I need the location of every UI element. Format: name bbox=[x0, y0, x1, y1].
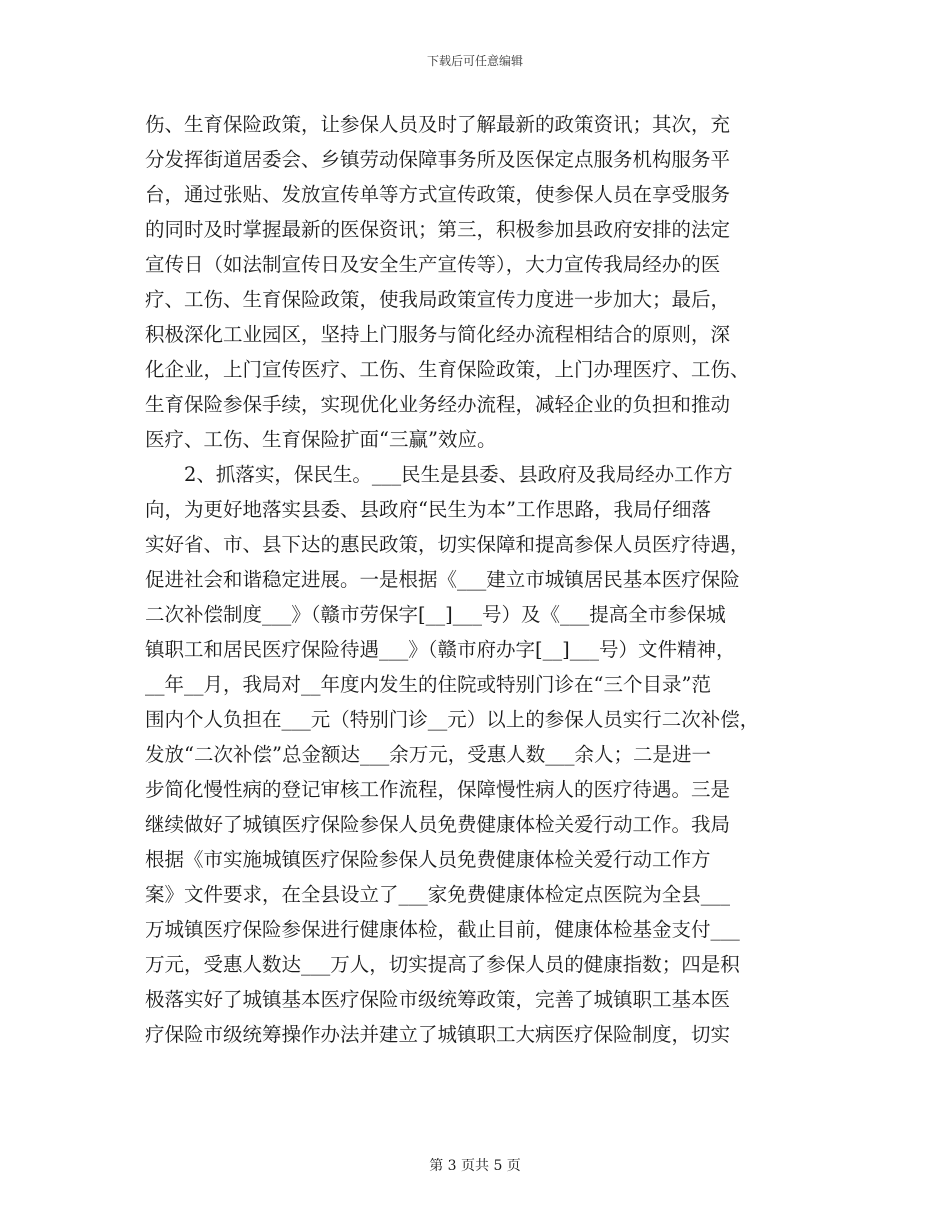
text-line: 围内个人负担在___元（特别门诊__元）以上的参保人员实行二次补偿， bbox=[145, 708, 760, 731]
text-line: 案》文件要求，在全县设立了___家免费健康体检定点医院为全县___ bbox=[145, 883, 731, 906]
text-line: 万城镇医疗保险参保进行健康体检，截止目前，健康体检基金支付___ bbox=[145, 918, 740, 941]
text-line: 生育保险参保手续，实现优化业务经办流程，减轻企业的负担和推动 bbox=[145, 393, 731, 416]
text-line: 积极深化工业园区，坚持上门服务与简化经办流程相结合的原则，深 bbox=[145, 323, 731, 346]
text-line: 继续做好了城镇医疗保险参保人员免费健康体检关爱行动工作。我局 bbox=[145, 813, 731, 836]
text-line: 镇职工和居民医疗保险待遇___》（赣市府办字[__]___号）文件精神， bbox=[145, 638, 736, 661]
text-line: 实好省、市、县下达的惠民政策，切实保障和提高参保人员医疗待遇， bbox=[145, 533, 750, 556]
text-line: 的同时及时掌握最新的医保资讯；第三，积极参加县政府安排的法定 bbox=[145, 218, 731, 241]
text-line: 宣传日（如法制宣传日及安全生产宣传等），大力宣传我局经办的医 bbox=[145, 253, 721, 276]
text-line: 促进社会和谐稳定进展。一是根据《___建立市城镇居民基本医疗保险 bbox=[145, 568, 740, 591]
text-line: 二次补偿制度___》（赣市劳保字[__]___号）及《___提高全市参保城 bbox=[145, 603, 726, 626]
text-line: 极落实好了城镇基本医疗保险市级统筹政策，完善了城镇职工基本医 bbox=[145, 988, 731, 1011]
text-line: 根据《市实施城镇医疗保险参保人员免费健康体检关爱行动工作方 bbox=[145, 848, 711, 871]
text-line: 分发挥街道居委会、乡镇劳动保障事务所及医保定点服务机构服务平 bbox=[145, 148, 731, 171]
text-line: 疗保险市级统筹操作办法并建立了城镇职工大病医疗保险制度，切实 bbox=[145, 1023, 731, 1046]
text-line: 化企业，上门宣传医疗、工伤、生育保险政策，上门办理医疗、工伤、 bbox=[145, 358, 750, 381]
text-line: 万元，受惠人数达___万人，切实提高了参保人员的健康指数；四是积 bbox=[145, 953, 740, 976]
text-line: 向，为更好地落实县委、县政府“民生为本”工作思路，我局仔细落 bbox=[145, 498, 711, 521]
text-line: __年__月，我局对__年度内发生的住院或特别门诊在“三个目录”范 bbox=[145, 673, 711, 696]
text-line: 发放“二次补偿”总金额达___余万元，受惠人数___余人；二是进一 bbox=[145, 743, 711, 766]
text-line: 医疗、工伤、生育保险扩面“三赢”效应。 bbox=[145, 428, 497, 451]
text-line: 台，通过张贴、发放宣传单等方式宣传政策，使参保人员在享受服务 bbox=[145, 183, 731, 206]
page-footer: 第 3 页共 5 页 bbox=[429, 1158, 521, 1174]
text-line: 疗、工伤、生育保险政策，使我局政策宣传力度进一步加大；最后， bbox=[145, 288, 731, 311]
page-header: 下载后可任意编辑 bbox=[426, 54, 523, 68]
text-line: 步简化慢性病的登记审核工作流程，保障慢性病人的医疗待遇。三是 bbox=[145, 778, 731, 801]
paragraph-start-line: 2、抓落实，保民生。___民生是县委、县政府及我局经办工作方 bbox=[184, 463, 733, 486]
text-line: 伤、生育保险政策，让参保人员及时了解最新的政策资讯；其次，充 bbox=[145, 113, 731, 136]
body-text bbox=[145, 107, 825, 1052]
